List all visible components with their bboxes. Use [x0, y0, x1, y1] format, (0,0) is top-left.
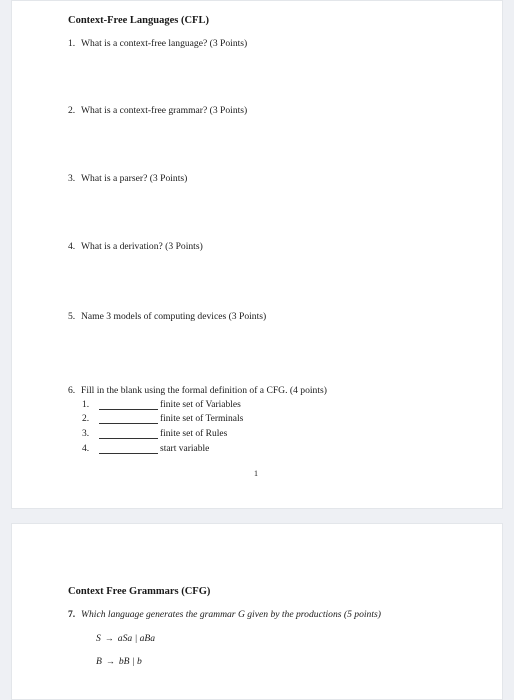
blank-row-3 [82, 429, 282, 441]
production-rhs: aSa | aBa [117, 633, 156, 644]
question-3 [68, 173, 187, 184]
blank-label: finite set of Variables [160, 400, 241, 410]
blank-row-1 [82, 400, 282, 412]
question-text: What is a parser? (3 Points) [81, 173, 188, 184]
document-page-1 [11, 0, 503, 509]
blank-row-2 [82, 414, 282, 426]
question-text: What is a context-free grammar? (3 Points) [81, 105, 248, 116]
blank-label: finite set of Rules [160, 429, 228, 439]
question-number: 5. [68, 311, 76, 322]
question-2 [68, 105, 247, 116]
question-number: 4. [68, 241, 76, 252]
blank-number: 3. [82, 429, 90, 439]
question-5 [68, 311, 266, 322]
question-number: 7. [68, 609, 76, 620]
blank-number: 1. [82, 400, 90, 410]
section-heading-cfl: Context-Free Languages (CFL) [68, 15, 209, 26]
production-rhs: bB | b [118, 656, 142, 667]
question-text: Which language generates the grammar G given by the productions (5 points) [81, 609, 381, 620]
answer-blank[interactable] [99, 423, 158, 424]
blank-number: 2. [82, 414, 90, 424]
blank-label: finite set of Terminals [160, 414, 244, 424]
page-number: 1 [254, 469, 258, 478]
question-text: What is a context-free language? (3 Points) [81, 38, 248, 49]
production-rule-s [96, 633, 155, 644]
question-text: Name 3 models of computing devices (3 Points) [81, 311, 267, 322]
production-lhs: B [96, 656, 102, 667]
blank-label: start variable [160, 444, 210, 454]
blank-row-4 [82, 444, 282, 456]
question-7 [68, 609, 381, 620]
question-number: 1. [68, 38, 76, 49]
answer-blank[interactable] [99, 453, 158, 454]
section-heading-cfg: Context Free Grammars (CFG) [68, 586, 211, 597]
answer-blank[interactable] [99, 438, 158, 439]
question-6 [68, 385, 327, 396]
question-4 [68, 241, 203, 252]
document-page-2 [11, 523, 503, 700]
question-1 [68, 38, 247, 49]
answer-blank[interactable] [99, 409, 158, 410]
question-number: 6. [68, 385, 76, 396]
production-lhs: S [96, 633, 101, 644]
production-rule-b [96, 656, 142, 667]
arrow-icon: → [105, 656, 115, 666]
arrow-icon: → [104, 633, 114, 643]
question-number: 3. [68, 173, 76, 184]
question-text: What is a derivation? (3 Points) [81, 241, 203, 252]
blank-number: 4. [82, 444, 90, 454]
question-number: 2. [68, 105, 76, 116]
question-text: Fill in the blank using the formal definition of a CFG. (4 points) [81, 385, 327, 396]
